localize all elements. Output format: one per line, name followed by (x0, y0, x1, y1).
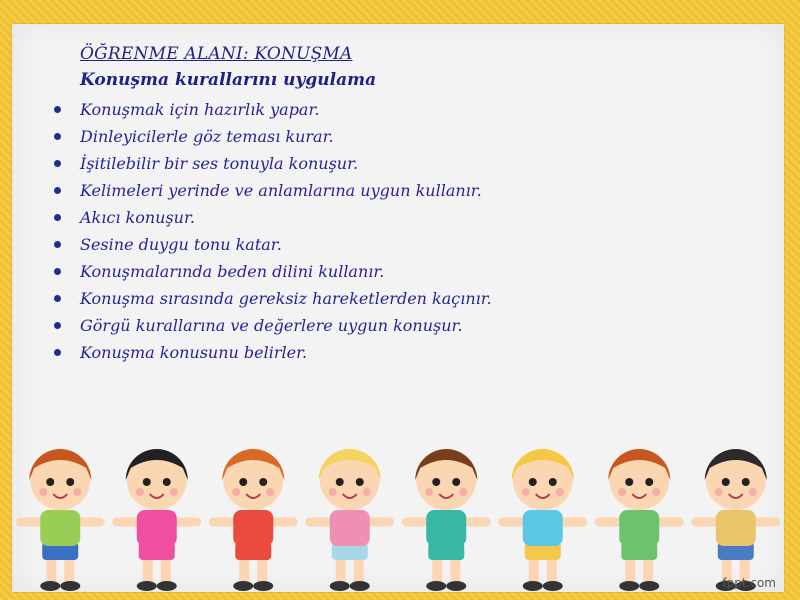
list-item-text: Görgü kurallarına ve değerlere uygun konuşur. (80, 316, 463, 335)
list-item-text: İşitilebilir bir ses tonuyla konuşur. (80, 154, 359, 173)
bullet-icon (54, 349, 61, 356)
child-figure (310, 449, 390, 591)
list-item-text: Konuşma konusunu belirler. (80, 343, 308, 362)
children-illustration (12, 434, 784, 592)
list-item (52, 285, 492, 312)
bullet-icon (54, 322, 61, 329)
bullet-icon (54, 295, 61, 302)
child-figure (599, 449, 679, 591)
subject-title: Konuşma kurallarını uygulama (80, 70, 377, 90)
list-item-text: Dinleyicilerle göz teması kurar. (80, 127, 334, 146)
child-figure (213, 449, 293, 591)
learning-area-title: ÖĞRENME ALANI: KONUŞMA (80, 44, 353, 64)
child-figure (503, 449, 583, 591)
rules-list (52, 96, 492, 366)
list-item-text: Kelimeleri yerinde ve anlamlarına uygun kullanır. (80, 181, 482, 200)
list-item-text: Konuşmalarında beden dilini kullanır. (80, 262, 385, 281)
child-figure (117, 449, 197, 591)
list-item (52, 177, 492, 204)
bullet-icon (54, 241, 61, 248)
list-item-text: Konuşma sırasında gereksiz hareketlerden kaçınır. (80, 289, 492, 308)
list-item (52, 204, 492, 231)
list-item (52, 96, 492, 123)
footer-brand: fppt.com (722, 576, 776, 590)
child-figure (696, 449, 776, 591)
list-item (52, 339, 492, 366)
list-item (52, 123, 492, 150)
child-figure (20, 449, 100, 591)
slide (12, 24, 784, 592)
bullet-icon (54, 214, 61, 221)
child-figure (406, 449, 486, 591)
list-item (52, 312, 492, 339)
bullet-icon (54, 133, 61, 140)
bullet-icon (54, 160, 61, 167)
bullet-icon (54, 106, 61, 113)
list-item (52, 258, 492, 285)
bullet-icon (54, 268, 61, 275)
list-item (52, 231, 492, 258)
list-item-text: Akıcı konuşur. (80, 208, 195, 227)
list-item (52, 150, 492, 177)
list-item-text: Konuşmak için hazırlık yapar. (80, 100, 320, 119)
bullet-icon (54, 187, 61, 194)
list-item-text: Sesine duygu tonu katar. (80, 235, 282, 254)
